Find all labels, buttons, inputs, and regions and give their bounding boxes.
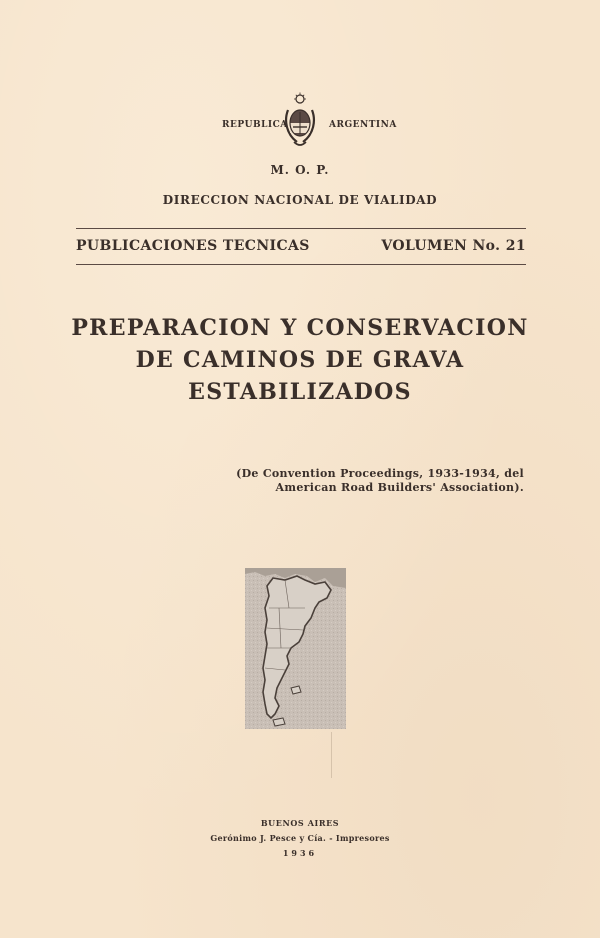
source-note-line: (De Convention Proceedings, 1933-1934, del — [236, 467, 524, 480]
direccion-label: DIRECCION NACIONAL DE VIALIDAD — [162, 193, 438, 207]
ministry-label: M. O. P. — [270, 163, 330, 177]
republic-label: REPUBLICA — [222, 120, 288, 130]
argentina-map-image — [245, 568, 346, 729]
title-line: PREPARACION Y CONSERVACION — [71, 315, 529, 341]
top-rule — [76, 228, 526, 229]
source-note-line: American Road Builders' Association). — [275, 481, 524, 494]
publication-row — [76, 238, 526, 258]
argentina-label: ARGENTINA — [329, 120, 397, 130]
imprint-city: BUENOS AIRES — [260, 818, 340, 828]
bottom-rule — [76, 264, 526, 265]
series-label: PUBLICACIONES TECNICAS — [76, 238, 310, 254]
document-title — [0, 312, 600, 408]
title-line: DE CAMINOS DE GRAVA — [135, 347, 465, 373]
volume-label: VOLUMEN No. 21 — [381, 238, 526, 254]
imprint-printer: Gerónimo J. Pesce y Cía. - Impresores — [210, 833, 390, 843]
national-coat-of-arms-icon — [282, 92, 318, 150]
imprint-year: 1936 — [282, 848, 318, 858]
title-line: ESTABILIZADOS — [188, 379, 412, 405]
source-note — [224, 467, 524, 495]
republic-header — [0, 92, 600, 152]
faint-rule — [331, 732, 332, 778]
argentina-map-icon — [245, 568, 346, 729]
